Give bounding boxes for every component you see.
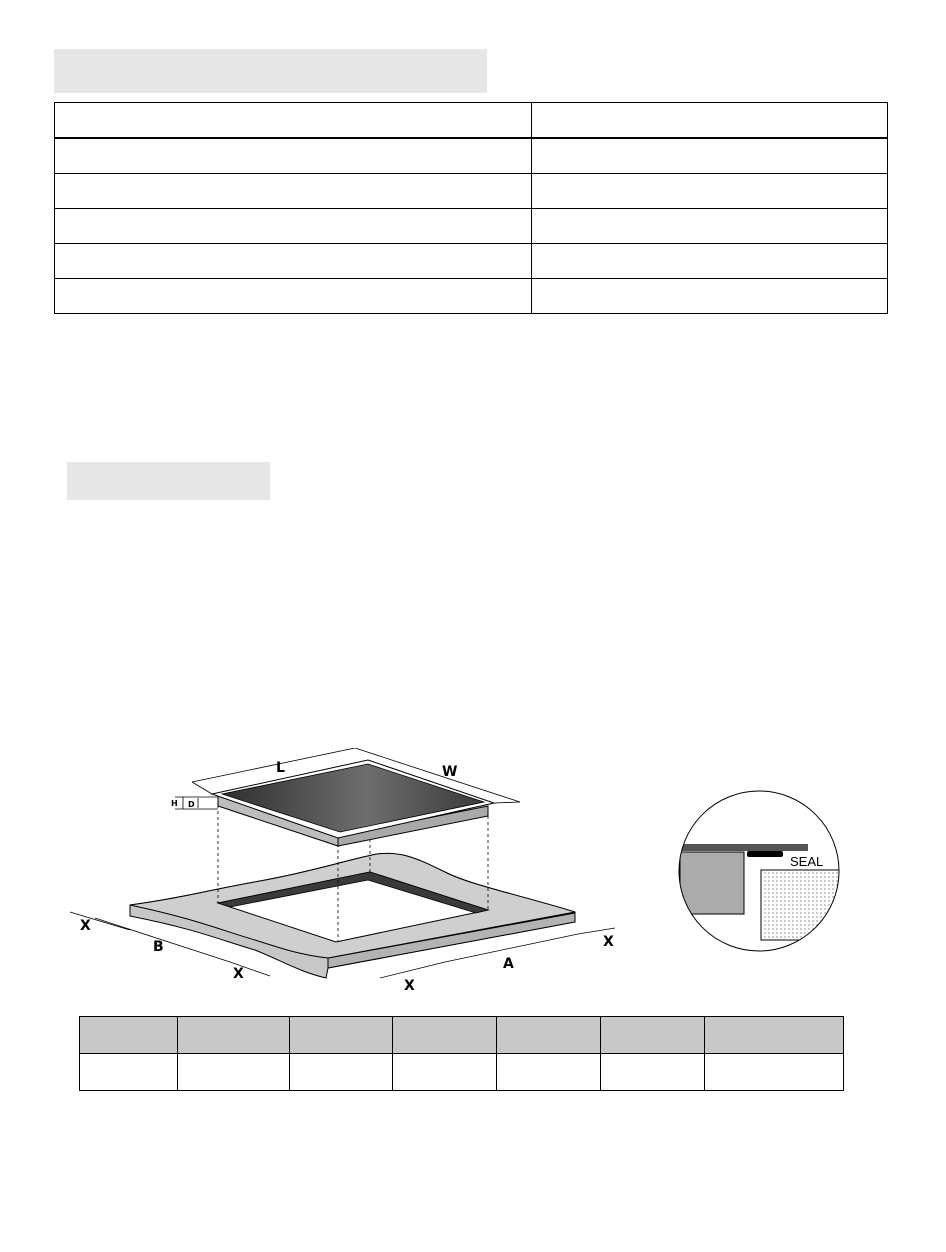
section-heading-bar-installation — [67, 462, 270, 500]
table-row — [55, 174, 888, 209]
dim-label-x-right: X — [603, 934, 614, 950]
dim-label-x-left: X — [80, 918, 91, 934]
section-heading-bar-specifications — [54, 49, 487, 93]
dim-label-a: A — [503, 956, 514, 972]
dimensions-header-row — [80, 1017, 844, 1054]
dim-label-b: B — [153, 939, 164, 955]
table-row — [55, 244, 888, 279]
installation-diagram — [60, 748, 650, 998]
seal-strip — [747, 851, 783, 857]
counter-section — [680, 852, 744, 914]
dim-label-d: D — [188, 800, 195, 809]
table-row — [55, 138, 888, 174]
dim-label-l: L — [276, 760, 285, 776]
seal-label: SEAL — [790, 854, 824, 869]
dim-label-x-front-right: X — [404, 978, 415, 994]
table-row — [55, 209, 888, 244]
dimensions-table — [79, 1016, 844, 1091]
hob-glass-section — [680, 844, 808, 851]
dim-label-w: W — [442, 764, 458, 780]
table-row — [55, 279, 888, 314]
seal-detail-diagram — [676, 790, 844, 956]
dim-label-h: H — [171, 799, 178, 808]
table-header-row — [55, 103, 888, 139]
dimensions-value-row — [80, 1054, 844, 1091]
dim-label-x-front-left: X — [233, 966, 244, 982]
specifications-table — [54, 102, 888, 314]
